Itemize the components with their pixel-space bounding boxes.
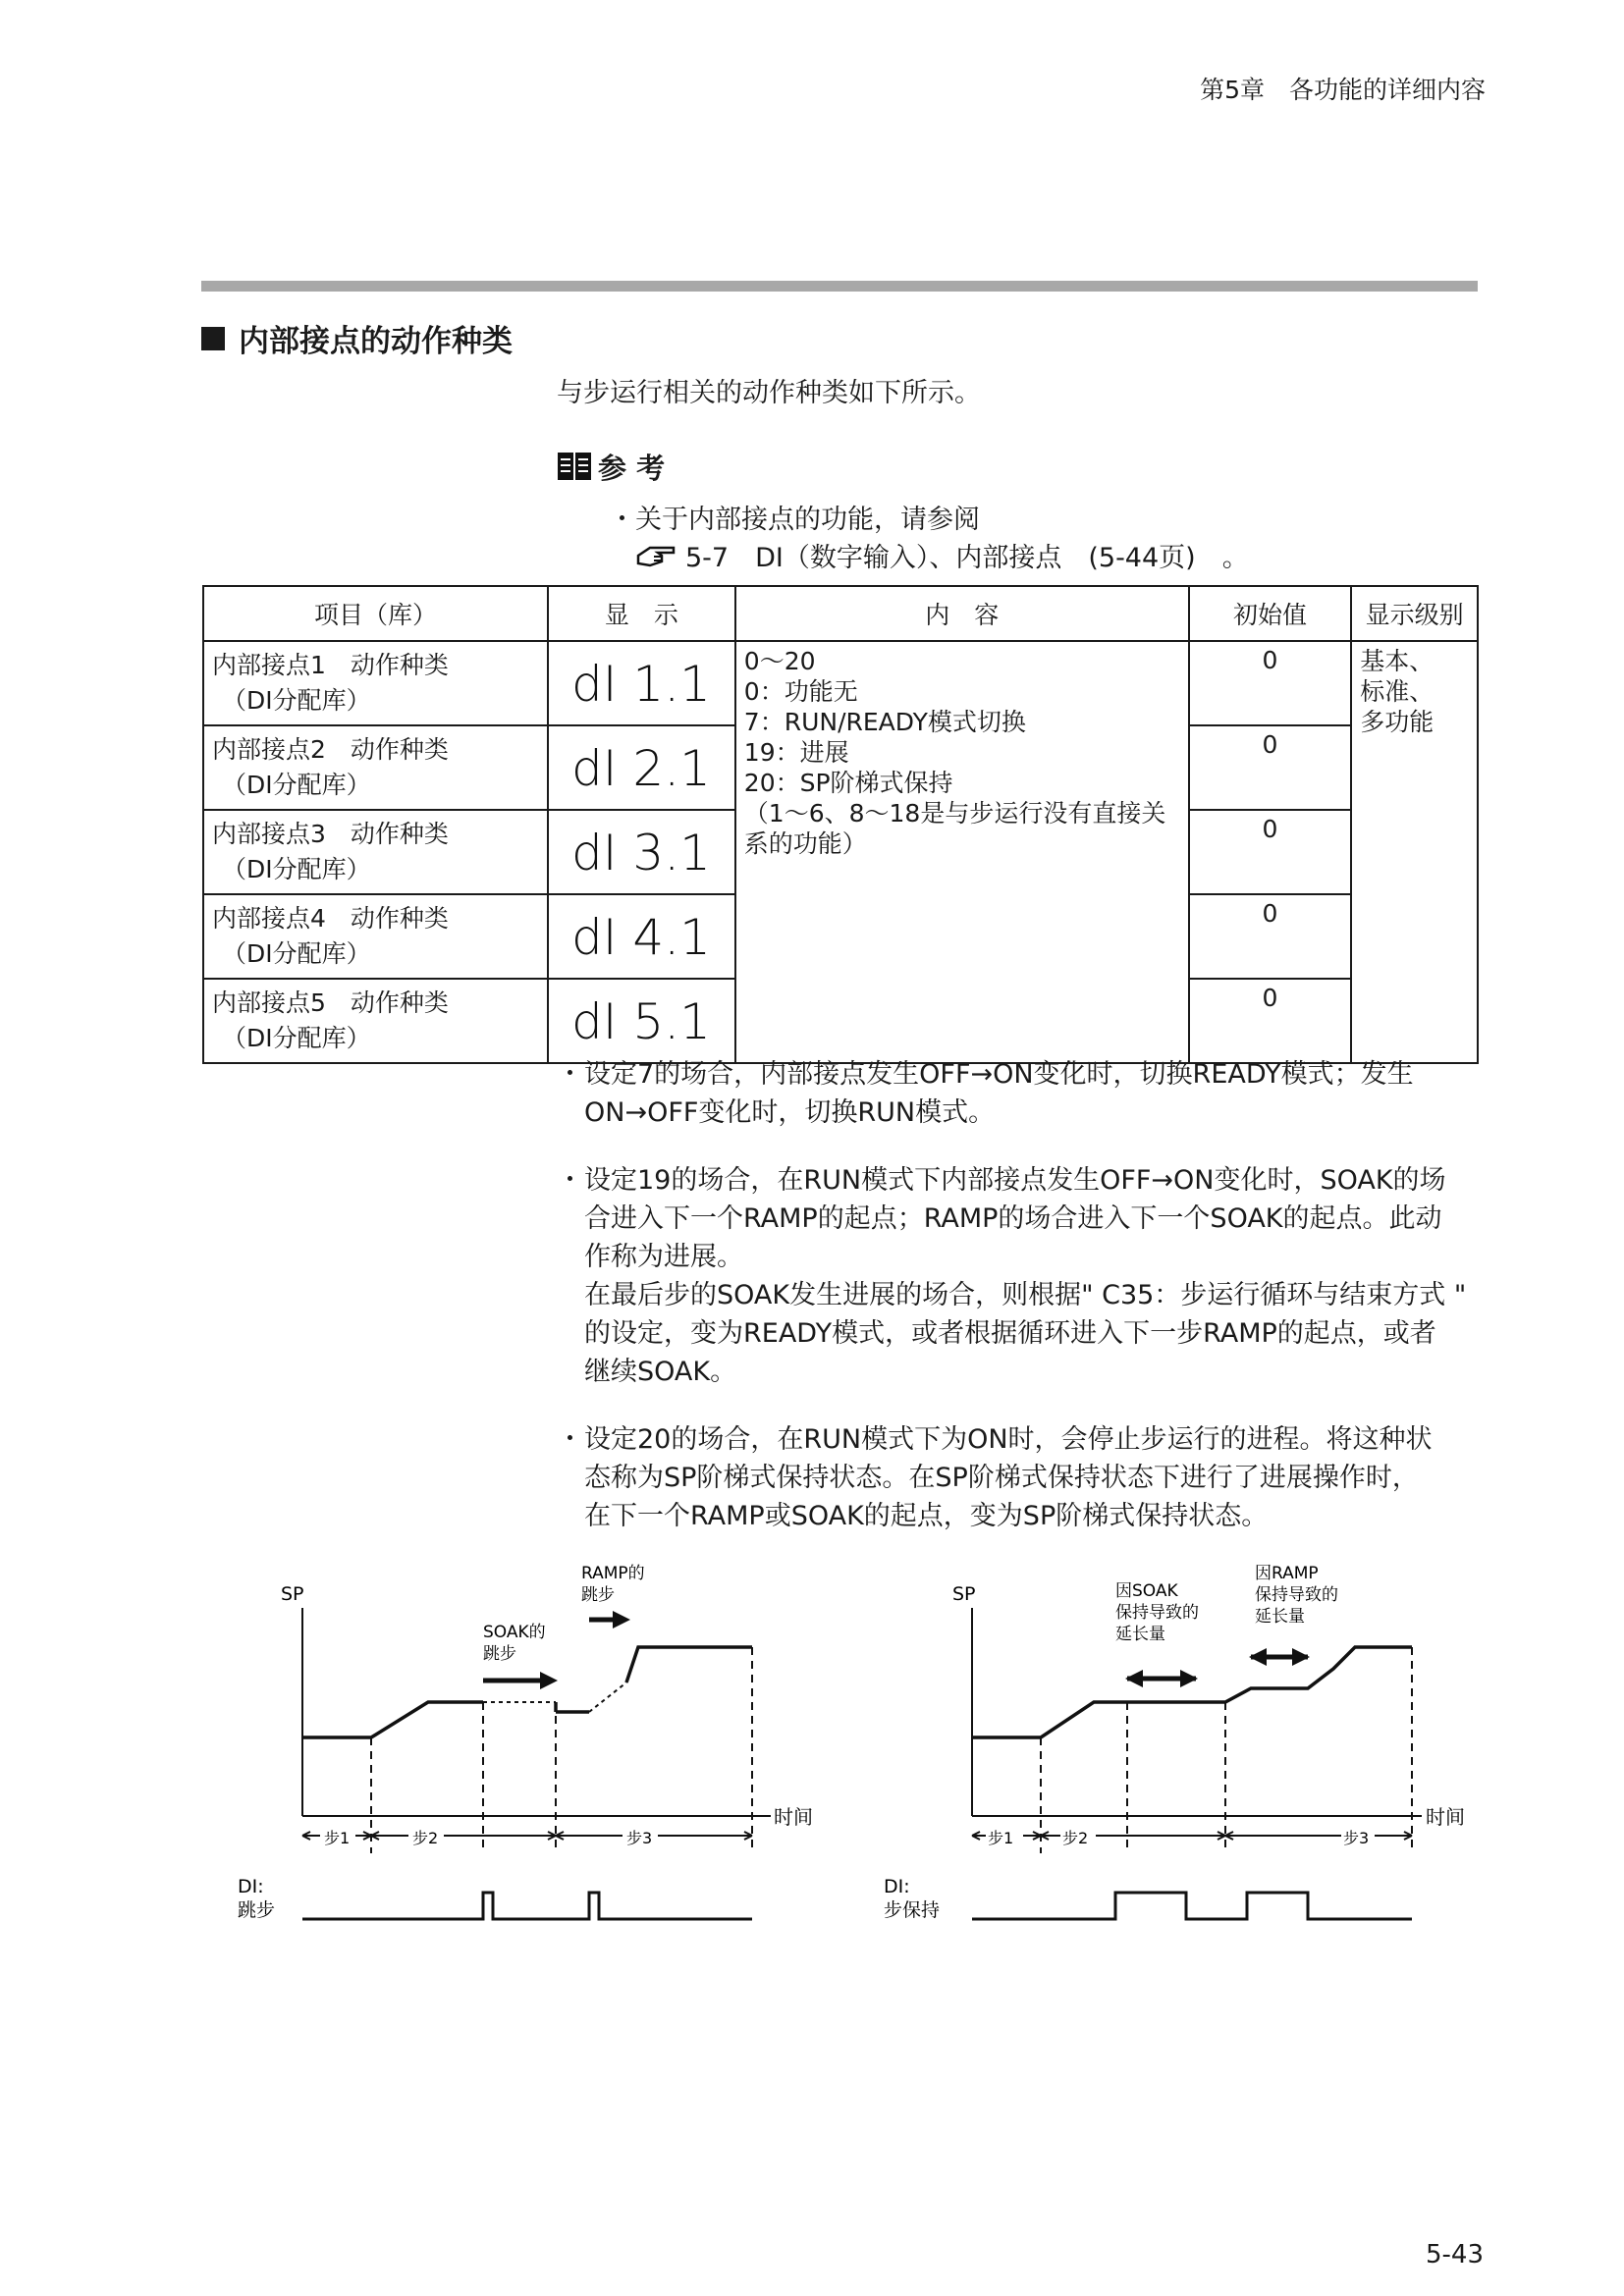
ramp-jump-label: 跳步 bbox=[581, 1585, 615, 1605]
item-bank: （DI分配库） bbox=[222, 855, 371, 883]
note-line: 设定20的场合，在RUN模式下为ON时，会停止步运行的进程。将这种状 bbox=[584, 1424, 1433, 1455]
note-text bbox=[584, 1161, 1466, 1391]
note-text bbox=[584, 1055, 1414, 1132]
ramp-hold-label: 延长量 bbox=[1255, 1607, 1305, 1627]
item-name: 内部接点4 动作种类 bbox=[212, 904, 449, 933]
ramp-hold-label: 因RAMP bbox=[1255, 1564, 1319, 1583]
display-level-cell bbox=[1351, 641, 1478, 1063]
display-code-text: dI 2.1 bbox=[571, 740, 712, 797]
display-code bbox=[548, 894, 735, 979]
display-level-line: 多功能 bbox=[1360, 708, 1435, 736]
arrow-right-icon bbox=[613, 1611, 630, 1629]
header-display: 显 示 bbox=[548, 586, 735, 641]
arrow-right-icon bbox=[1180, 1670, 1198, 1687]
item-cell bbox=[203, 894, 548, 979]
item-bank: （DI分配库） bbox=[222, 686, 371, 715]
sp-axis-label: SP bbox=[281, 1583, 304, 1605]
table-header-row bbox=[203, 586, 1478, 641]
content-line: 0～20 bbox=[743, 647, 816, 675]
parameter-table bbox=[202, 585, 1479, 1064]
section-divider bbox=[201, 281, 1478, 292]
item-cell bbox=[203, 641, 548, 725]
step-label: 步3 bbox=[626, 1829, 653, 1847]
item-cell bbox=[203, 725, 548, 810]
reference-heading bbox=[557, 447, 665, 487]
display-code bbox=[548, 725, 735, 810]
arrow-right-icon bbox=[1292, 1648, 1310, 1666]
note-item bbox=[557, 1420, 1489, 1535]
arrow-left-icon bbox=[1125, 1670, 1143, 1687]
step-label: 步1 bbox=[988, 1829, 1014, 1847]
item-bank: （DI分配库） bbox=[222, 939, 371, 968]
section-heading bbox=[201, 316, 513, 360]
initial-value: 0 bbox=[1189, 979, 1351, 1063]
soak-jump-label: SOAK的 bbox=[483, 1623, 546, 1642]
note-line: 继续SOAK。 bbox=[584, 1357, 737, 1387]
reference-link[interactable]: 5-7 DI（数字输入）、内部接点 (5-44页) 。 bbox=[685, 543, 1249, 573]
ramp-jump-label: RAMP的 bbox=[581, 1564, 645, 1583]
step-label: 步1 bbox=[324, 1829, 351, 1847]
content-line: 7：RUN/READY模式切换 bbox=[743, 708, 1026, 736]
display-code bbox=[548, 810, 735, 894]
book-icon bbox=[557, 451, 592, 484]
note-line: 在最后步的SOAK发生进展的场合，则根据" C35：步运行循环与结束方式 " bbox=[584, 1280, 1467, 1310]
display-code-text: dI 3.1 bbox=[571, 825, 712, 881]
note-item bbox=[557, 1055, 1489, 1132]
intro-text: 与步运行相关的动作种类如下所示。 bbox=[557, 378, 981, 408]
content-line: 0：功能无 bbox=[743, 677, 858, 706]
step-label: 步3 bbox=[1343, 1829, 1370, 1847]
soak-jump-label: 跳步 bbox=[483, 1644, 516, 1664]
display-level-line: 标准、 bbox=[1360, 677, 1435, 706]
pointing-hand-icon bbox=[636, 542, 677, 569]
chapter-title: 第5章 各功能的详细内容 bbox=[1200, 76, 1486, 104]
square-bullet-icon bbox=[201, 327, 225, 350]
ramp-hold-label: 保持导致的 bbox=[1255, 1585, 1338, 1605]
di-signal-line bbox=[302, 1893, 752, 1919]
item-bank: （DI分配库） bbox=[222, 771, 371, 799]
header-content: 内 容 bbox=[735, 586, 1189, 641]
time-axis-label: 时间 bbox=[774, 1805, 813, 1829]
bullet-dot-icon: ・ bbox=[557, 1424, 583, 1455]
note-item bbox=[557, 1161, 1489, 1391]
content-line: 19：进展 bbox=[743, 738, 849, 767]
content-line: 20：SP阶梯式保持 bbox=[743, 769, 953, 797]
soak-hold-label: 因SOAK bbox=[1115, 1581, 1178, 1601]
sp-profile-line bbox=[972, 1647, 1412, 1737]
time-axis-label: 时间 bbox=[1426, 1805, 1465, 1829]
step-label: 步2 bbox=[1062, 1829, 1089, 1847]
content-line: 系的功能） bbox=[743, 829, 867, 858]
soak-hold-label: 延长量 bbox=[1115, 1625, 1165, 1644]
display-code-text: dI 1.1 bbox=[571, 656, 712, 713]
item-name: 内部接点2 动作种类 bbox=[212, 735, 449, 764]
display-code bbox=[548, 979, 735, 1063]
initial-value: 0 bbox=[1189, 725, 1351, 810]
header-level: 显示级别 bbox=[1351, 586, 1478, 641]
content-cell bbox=[735, 641, 1189, 1063]
note-line: ON→OFF变化时，切换RUN模式。 bbox=[584, 1097, 996, 1128]
arrow-right-icon bbox=[540, 1672, 558, 1689]
di-signal-line bbox=[972, 1893, 1412, 1919]
note-line: 的设定，变为READY模式，或者根据循环进入下一步RAMP的起点，或者 bbox=[584, 1318, 1436, 1349]
note-line: 合进入下一个RAMP的起点；RAMP的场合进入下一个SOAK的起点。此动 bbox=[584, 1203, 1442, 1234]
step-jump-diagram bbox=[226, 1561, 835, 1944]
item-name: 内部接点3 动作种类 bbox=[212, 820, 449, 848]
reference-label: 参 考 bbox=[598, 452, 666, 485]
section-title: 内部接点的动作种类 bbox=[239, 324, 513, 359]
header-initial: 初始值 bbox=[1189, 586, 1351, 641]
sp-axis-label: SP bbox=[952, 1583, 976, 1605]
item-bank: （DI分配库） bbox=[222, 1024, 371, 1052]
reference-line: ・关于内部接点的功能，请参阅 bbox=[609, 505, 980, 535]
di-label: DI: bbox=[238, 1876, 264, 1897]
header-item: 项目（库） bbox=[203, 586, 548, 641]
display-level-line: 基本、 bbox=[1360, 647, 1435, 675]
note-text bbox=[584, 1420, 1433, 1535]
step-label: 步2 bbox=[412, 1829, 439, 1847]
display-code-text: dI 4.1 bbox=[571, 909, 712, 966]
bullet-dot-icon: ・ bbox=[557, 1059, 583, 1090]
bullet-dot-icon: ・ bbox=[557, 1165, 583, 1196]
initial-value: 0 bbox=[1189, 641, 1351, 725]
di-label: 步保持 bbox=[884, 1899, 941, 1921]
note-line: 设定19的场合，在RUN模式下内部接点发生OFF→ON变化时，SOAK的场 bbox=[584, 1165, 1446, 1196]
arrow-left-icon bbox=[1249, 1648, 1267, 1666]
step-hold-diagram bbox=[884, 1561, 1492, 1944]
item-cell bbox=[203, 979, 548, 1063]
note-line: 态称为SP阶梯式保持状态。在SP阶梯式保持状态下进行了进展操作时， bbox=[584, 1463, 1419, 1493]
item-name: 内部接点1 动作种类 bbox=[212, 651, 449, 679]
table-row bbox=[203, 641, 1478, 725]
notes-list bbox=[557, 1055, 1489, 1565]
page-number: 5-43 bbox=[1425, 2240, 1484, 2269]
note-line: 在下一个RAMP或SOAK的起点，变为SP阶梯式保持状态。 bbox=[584, 1501, 1269, 1531]
initial-value: 0 bbox=[1189, 894, 1351, 979]
note-line: 作称为进展。 bbox=[584, 1242, 743, 1272]
sp-profile-line bbox=[302, 1702, 483, 1737]
content-line: （1～6、8～18是与步运行没有直接关 bbox=[743, 799, 1166, 828]
item-cell bbox=[203, 810, 548, 894]
di-label: DI: bbox=[884, 1876, 910, 1897]
item-name: 内部接点5 动作种类 bbox=[212, 988, 449, 1017]
soak-hold-label: 保持导致的 bbox=[1115, 1603, 1199, 1623]
initial-value: 0 bbox=[1189, 810, 1351, 894]
di-label: 跳步 bbox=[238, 1899, 276, 1921]
note-line: 设定7的场合，内部接点发生OFF→ON变化时，切换READY模式；发生 bbox=[584, 1059, 1414, 1090]
reference-link-line[interactable] bbox=[636, 536, 1249, 574]
display-code bbox=[548, 641, 735, 725]
display-code-text: dI 5.1 bbox=[571, 993, 712, 1050]
